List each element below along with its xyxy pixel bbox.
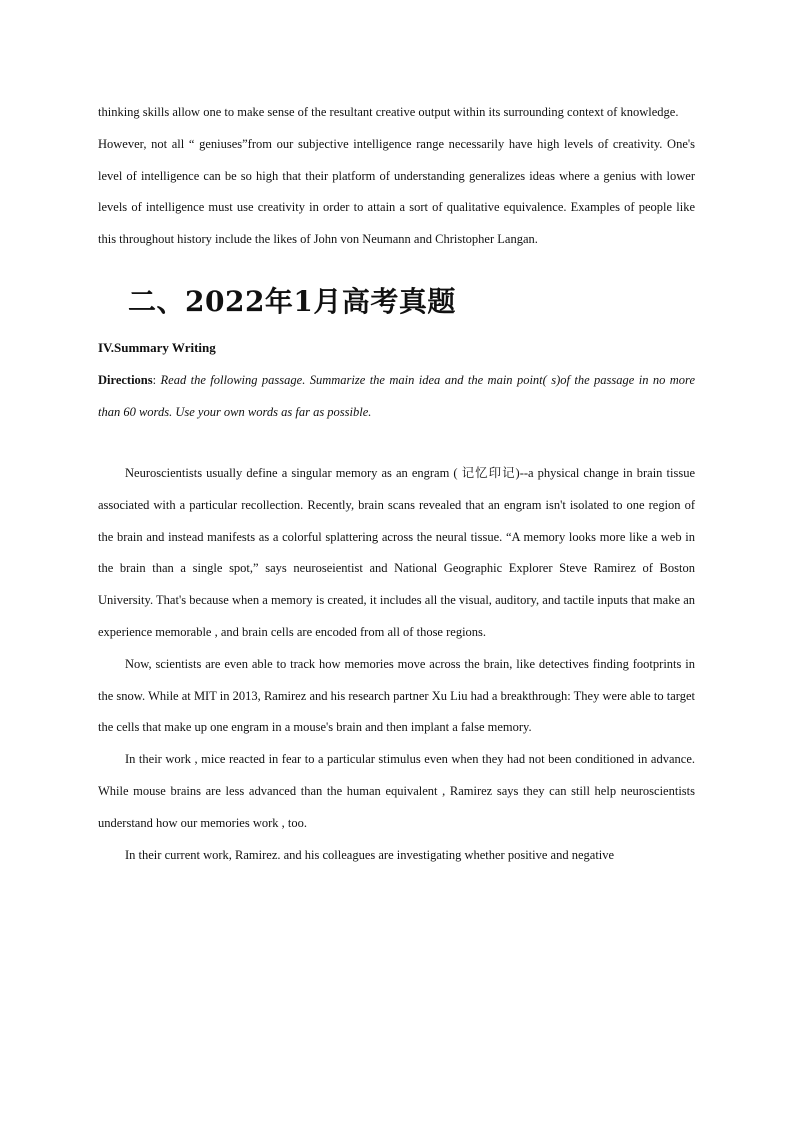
directions-text: Read the following passage. Summarize the main idea and the main point( s)of the passage in no more than 60 words. Use your own words as far as possible.: [98, 372, 695, 419]
passage-paragraph-1: Neuroscientists usually define a singular memory as an engram ( 记忆印记)--a physical change in brain tissue associated with a particular recollection. Recently, brain scans revealed that an engram isn't isolated to one region of the brain and instead manifests as a colorful splattering across the neural tissue. “A memory looks more like a web in the brain than a single spot,” says neuroseientist and National Geographic Explorer Steve Ramirez of Boston University. That's because when a memory is created, it includes all the visual, auditory, and tactile inputs that make an experience memorable , and brain cells are encoded from all of those regions.: [98, 465, 695, 639]
passage-paragraph-2: Now, scientists are even able to track how memories move across the brain, like detectives finding footprints in the snow. While at MIT in 2013, Ramirez and his research partner Xu Liu had a breakthrough: They were able to target the cells that make up one engram in a mouse's brain and then implant a false memory.: [98, 656, 695, 735]
intro-paragraph-1: thinking skills allow one to make sense of the resultant creative output within its surrounding context of knowledge.: [98, 105, 679, 119]
summary-writing-title: IV.Summary Writing: [98, 339, 216, 355]
directions: [98, 364, 695, 428]
intro-paragraph-2: However, not all “ geniuses”from our subjective intelligence range necessarily have high levels of creativity. One's level of intelligence can be so high that their platform of understanding generalizes ideas where a genius with lower levels of intelligence must use creativity in order to attain a sort of qualitative equivalence. Examples of people like this throughout history include the likes of John von Neumann and Christopher Langan.: [98, 136, 695, 247]
document-page: [98, 97, 695, 871]
passage-paragraph-4: In their current work, Ramirez. and his colleagues are investigating whether positive and negative: [125, 847, 615, 862]
spacer: [98, 428, 695, 458]
directions-label: Directions: [98, 372, 153, 387]
section-heading: 二、2022年1月高考真题: [128, 284, 456, 318]
passage-paragraph-3: In their work , mice reacted in fear to a particular stimulus even when they had not been conditioned in advance. While mouse brains are less advanced than the human equivalent , Ramirez says they can still help neuroscientists understand how our memories work , too.: [98, 752, 695, 830]
directions-separator: :: [152, 372, 161, 387]
